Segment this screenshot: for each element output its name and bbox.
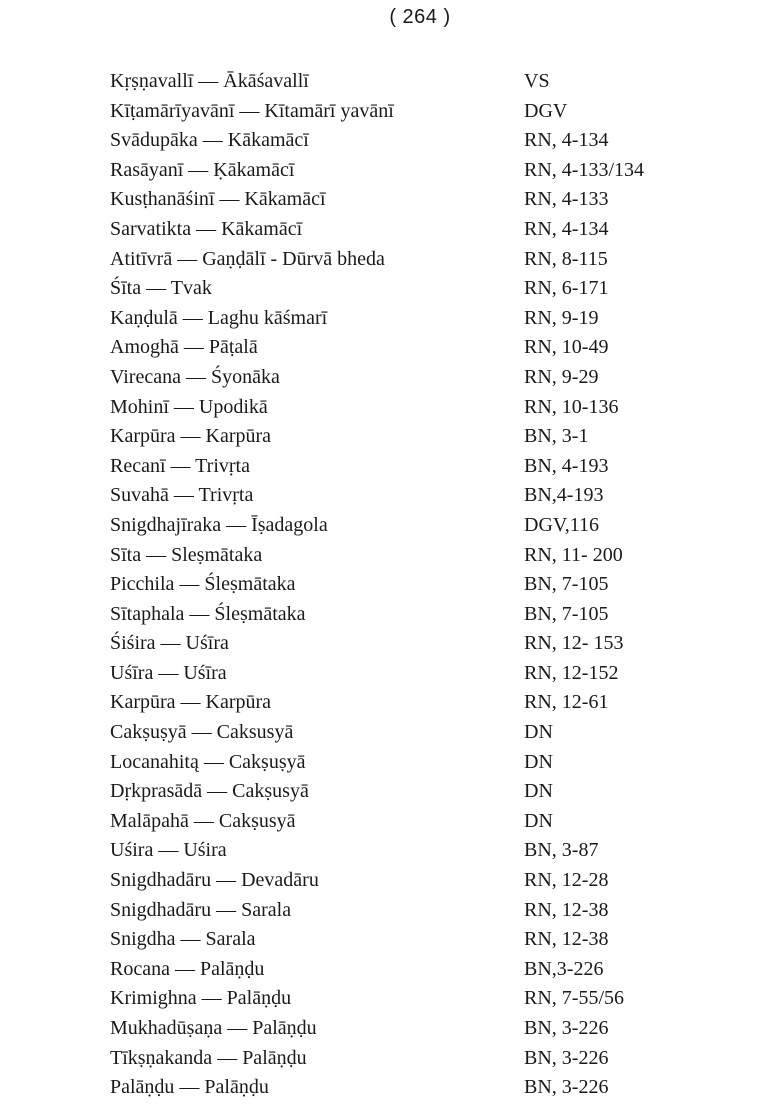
source-reference: BN, 3-226 <box>524 1046 609 1069</box>
source-reference: RN, 7-55/56 <box>524 987 624 1010</box>
list-item <box>110 481 644 511</box>
source-reference: BN,3-226 <box>524 957 604 980</box>
list-item <box>110 984 644 1014</box>
source-reference: RN, 6-171 <box>524 277 609 300</box>
synonym-term: Rocana — Palāṇḍu <box>110 957 265 980</box>
source-reference: BN, 7-105 <box>524 573 609 596</box>
synonym-term: Dṛkprasādā — Cakṣusyā <box>110 780 309 803</box>
source-reference: VS <box>524 70 550 92</box>
synonym-term: Virecana — Śyonāka <box>110 365 280 388</box>
synonym-term: Mohinī — Upodikā <box>110 395 268 418</box>
synonym-term: Uśira — Uśira <box>110 839 227 862</box>
synonym-term: Amoghā — Pāṭalā <box>110 336 258 359</box>
list-item <box>110 97 644 127</box>
list-item <box>110 659 644 689</box>
synonym-term: Cakṣuṣyā — Caksusyā <box>110 721 294 744</box>
source-reference: RN, 4-134 <box>524 129 609 152</box>
synonym-term: Tīkṣṇakanda — Palāṇḍu <box>110 1046 307 1069</box>
source-reference: DN <box>524 809 553 832</box>
list-item <box>110 156 644 186</box>
source-reference: RN, 10-49 <box>524 336 609 359</box>
synonym-term: Krimighna — Palāṇḍu <box>110 987 292 1010</box>
synonym-term: Locanahitą — Cakṣuṣyā <box>110 750 306 773</box>
source-reference: RN, 8-115 <box>524 247 608 270</box>
synonym-term: Recanī — Trivṛta <box>110 454 250 477</box>
list-item <box>110 836 644 866</box>
list-item <box>110 1014 644 1044</box>
synonym-term: Śiśira — Uśīra <box>110 632 229 655</box>
list-item <box>110 718 644 748</box>
synonym-term: Svādupāka — Kākamācī <box>110 129 309 152</box>
source-reference: DN <box>524 721 553 744</box>
synonym-term: Atitīvrā — Gaṇḍālī - Dūrvā bheda <box>110 247 385 270</box>
list-item <box>110 688 644 718</box>
synonym-term: Kusṭhanāśinī — Kākamācī <box>110 188 326 211</box>
source-reference: RN, 12-61 <box>524 691 609 714</box>
source-reference: BN, 3-1 <box>524 425 589 448</box>
page-number: ( 264 ) <box>389 6 451 28</box>
synonym-term: Karpūra — Karpūra <box>110 425 272 448</box>
synonym-term: Palāṇḍu — Palāṇḍu <box>110 1076 269 1099</box>
synonym-term: Sīta — Sleṣmātaka <box>110 543 263 566</box>
source-reference: RN, 4-133/134 <box>524 158 644 181</box>
list-item <box>110 807 644 837</box>
list-item <box>110 777 644 807</box>
source-reference: RN, 4-133 <box>524 188 609 211</box>
entry-list <box>110 67 644 1103</box>
synonym-term: Sītaphala — Śleṣmātaka <box>110 602 306 625</box>
list-item <box>110 333 644 363</box>
synonym-term: Suvahā — Trivṛta <box>110 484 254 507</box>
source-reference: RN, 12- 153 <box>524 632 624 655</box>
list-item <box>110 422 644 452</box>
source-reference: BN, 3-226 <box>524 1076 609 1099</box>
list-item <box>110 185 644 215</box>
list-item <box>110 245 644 275</box>
list-item <box>110 511 644 541</box>
synonym-term: Snigdhadāru — Devadāru <box>110 869 319 892</box>
source-reference: BN, 4-193 <box>524 454 609 477</box>
source-reference: DN <box>524 750 553 773</box>
list-item <box>110 1073 644 1103</box>
source-reference: DGV,116 <box>524 513 600 536</box>
list-item <box>110 925 644 955</box>
synonym-term: Sarvatikta — Kākamācī <box>110 217 303 240</box>
synonym-term: Picchila — Śleṣmātaka <box>110 573 296 596</box>
synonym-term: Kṛṣṇavallī — Ākāśavallī <box>110 70 309 92</box>
list-item <box>110 748 644 778</box>
source-reference: DGV <box>524 99 568 122</box>
source-reference: BN, 7-105 <box>524 602 609 625</box>
list-item <box>110 126 644 156</box>
list-item <box>110 67 644 97</box>
source-reference: RN, 9-19 <box>524 306 599 329</box>
source-reference: BN, 3-226 <box>524 1017 609 1039</box>
list-item <box>110 1044 644 1074</box>
synonym-term: Mukhadūṣaṇa — Palāṇḍu <box>110 1017 317 1039</box>
synonym-term: Rasāyanī — Ḳākamācī <box>110 158 295 181</box>
list-item <box>110 570 644 600</box>
source-reference: RN, 12-152 <box>524 661 619 684</box>
synonym-term: Kaṇḍulā — Laghu kāśmarī <box>110 306 328 329</box>
source-reference: BN,4-193 <box>524 484 604 507</box>
source-reference: BN, 3-87 <box>524 839 599 862</box>
list-item <box>110 393 644 423</box>
source-reference: RN, 4-134 <box>524 217 609 240</box>
synonym-term: Malāpahā — Cakṣusyā <box>110 809 296 832</box>
source-reference: RN, 10-136 <box>524 395 619 418</box>
source-reference: RN, 12-28 <box>524 869 609 892</box>
list-item <box>110 541 644 571</box>
synonym-term: Snigdha — Sarala <box>110 928 256 951</box>
list-item <box>110 896 644 926</box>
synonym-term: Snigdhadāru — Sarala <box>110 898 292 921</box>
synonym-term: Kīṭamārīyavānī — Kītamārī yavānī <box>110 99 394 122</box>
list-item <box>110 955 644 985</box>
list-item <box>110 600 644 630</box>
source-reference: RN, 11- 200 <box>524 543 623 566</box>
source-reference: RN, 12-38 <box>524 928 609 951</box>
list-item <box>110 629 644 659</box>
synonym-term: Śīta — Tvak <box>110 277 212 300</box>
list-item <box>110 452 644 482</box>
list-item <box>110 304 644 334</box>
synonym-term: Snigdhajīraka — Īṣadagola <box>110 513 328 536</box>
list-item <box>110 363 644 393</box>
list-item <box>110 274 644 304</box>
list-item <box>110 866 644 896</box>
list-item <box>110 215 644 245</box>
synonym-term: Karpūra — Karpūra <box>110 691 272 714</box>
source-reference: RN, 12-38 <box>524 898 609 921</box>
source-reference: DN <box>524 780 553 803</box>
synonym-term: Uśīra — Uśīra <box>110 661 227 684</box>
source-reference: RN, 9-29 <box>524 365 599 388</box>
